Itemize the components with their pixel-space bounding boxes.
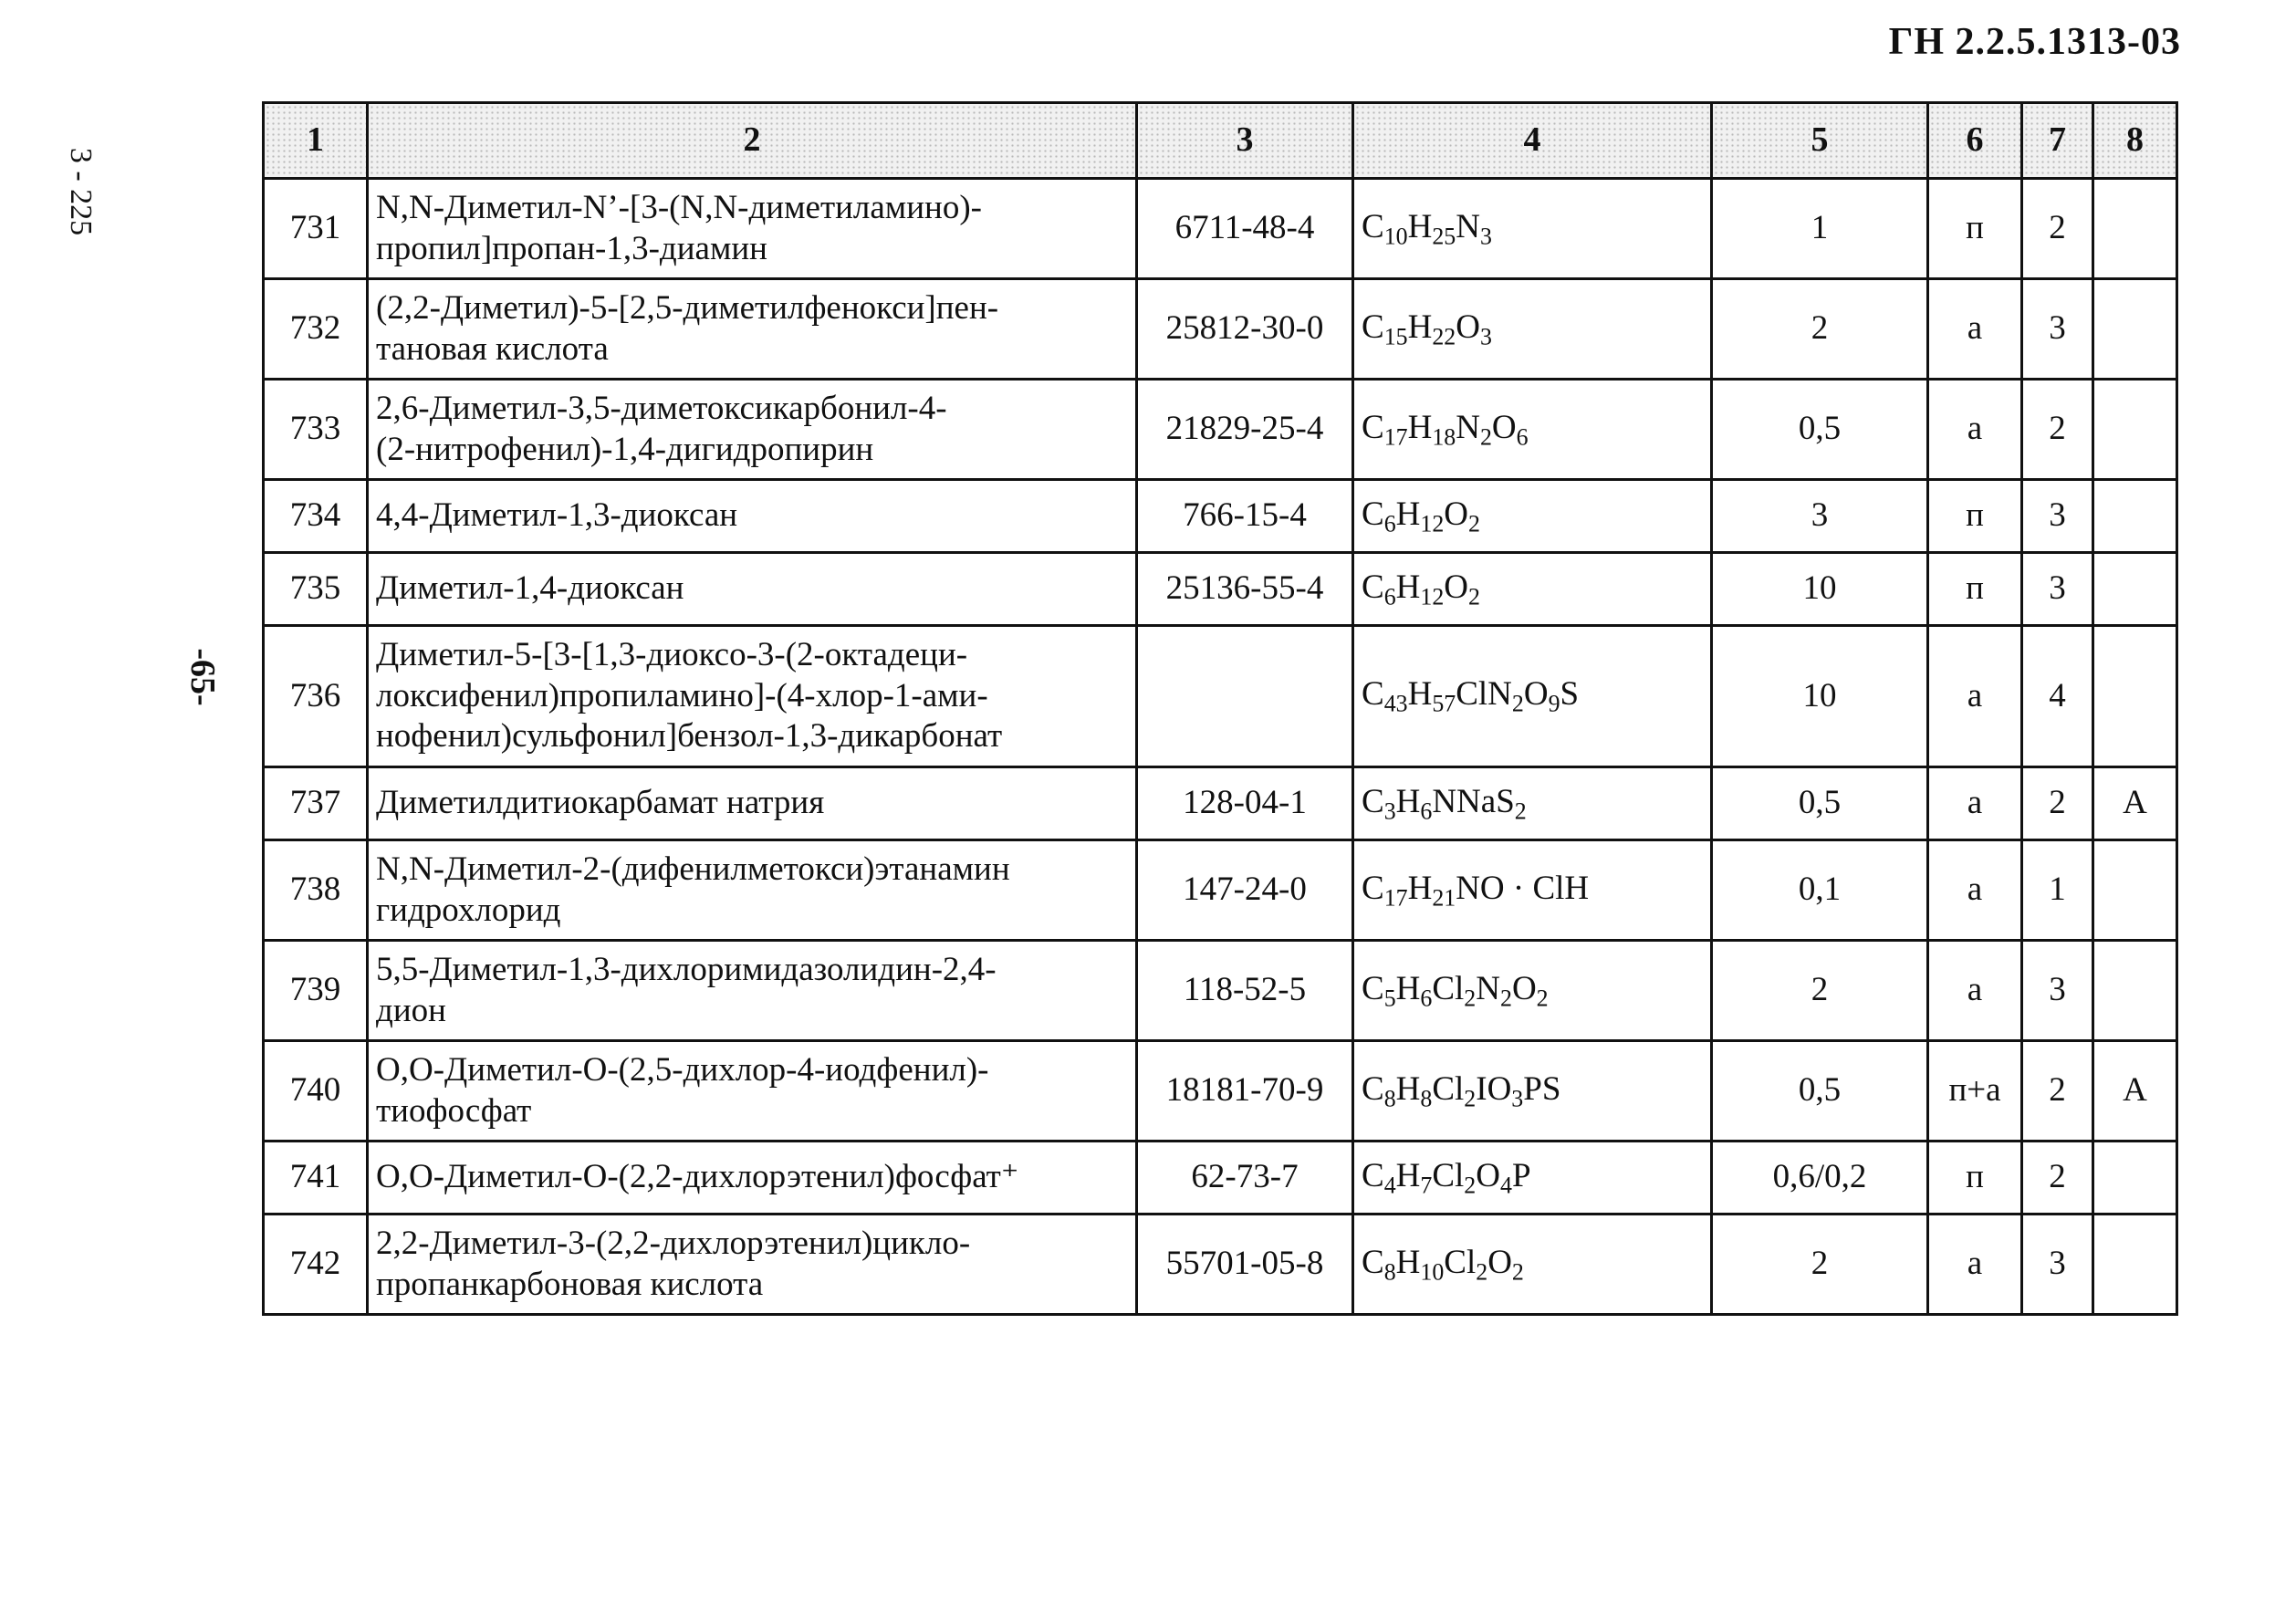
table-row: [264, 380, 2177, 480]
formula-subscript: 2: [1511, 690, 1524, 717]
document-code: ГН 2.2.5.1313-03: [1888, 21, 2181, 63]
formula-subscript: 2: [1464, 1085, 1477, 1112]
limit-value: 10: [1712, 626, 1928, 767]
cas-number: [1137, 626, 1353, 767]
formula-subscript: 2: [1464, 985, 1477, 1012]
formula-subscript: 25: [1432, 223, 1456, 250]
row-number: 738: [264, 840, 368, 941]
substance-name-line: О,О-Диметил-О-(2,5-дихлор-4-иодфенил)-: [376, 1051, 989, 1089]
column-header: 8: [2093, 103, 2177, 179]
hazard-class: 3: [2022, 279, 2093, 380]
substance-name: [368, 767, 1137, 840]
aggregate-state: п: [1928, 1142, 2022, 1215]
substance-name-line: дион: [376, 991, 446, 1029]
note-cell: [2093, 553, 2177, 626]
formula-text: IO: [1476, 1069, 1512, 1108]
hazard-class: 3: [2022, 1215, 2093, 1315]
limit-value: 0,5: [1712, 767, 1928, 840]
chemical-formula: [1353, 767, 1712, 840]
row-number: 734: [264, 480, 368, 553]
table-row: [264, 1041, 2177, 1142]
aggregate-state: а: [1928, 767, 2022, 840]
formula-text: C: [1362, 495, 1384, 533]
formula-text: O: [1444, 495, 1468, 533]
row-number: 742: [264, 1215, 368, 1315]
limit-value: 3: [1712, 480, 1928, 553]
note-cell: [2093, 480, 2177, 553]
formula-subscript: 2: [1511, 1258, 1524, 1286]
formula-text: C: [1362, 675, 1384, 714]
formula-text: C: [1362, 207, 1384, 245]
formula-subscript: 12: [1420, 583, 1445, 610]
cas-number: 6711-48-4: [1137, 179, 1353, 279]
aggregate-state: п: [1928, 480, 2022, 553]
hazard-class: 2: [2022, 1142, 2093, 1215]
cas-number: 128-04-1: [1137, 767, 1353, 840]
formula-subscript: 4: [1383, 1172, 1396, 1199]
header-row: [264, 103, 2177, 179]
substance-name-line: 4,4-Диметил-1,3-диоксан: [376, 496, 738, 535]
chemical-formula: [1353, 626, 1712, 767]
substance-name-line: (2,2-Диметил)-5-[2,5-диметилфенокси]пен-: [376, 289, 999, 328]
chemical-formula: [1353, 1142, 1712, 1215]
note-cell: [2093, 380, 2177, 480]
hazard-class: 1: [2022, 840, 2093, 941]
cas-number: 18181-70-9: [1137, 1041, 1353, 1142]
side-reference: 3 - 225: [64, 147, 98, 236]
chemical-formula: [1353, 179, 1712, 279]
formula-text: O: [1476, 1156, 1500, 1194]
substance-name: [368, 1215, 1137, 1315]
formula-subscript: 2: [1468, 510, 1480, 537]
hazard-class: 3: [2022, 553, 2093, 626]
formula-subscript: 10: [1383, 223, 1408, 250]
cas-number: 147-24-0: [1137, 840, 1353, 941]
hazard-class: 2: [2022, 1041, 2093, 1142]
note-cell: А: [2093, 767, 2177, 840]
formula-text: O: [1523, 675, 1549, 714]
formula-text: O: [1444, 568, 1468, 606]
formula-subscript: 8: [1383, 1085, 1396, 1112]
formula-text: C: [1362, 568, 1384, 606]
table-row: [264, 480, 2177, 553]
substances-table: [262, 101, 2178, 1316]
limit-value: 1: [1712, 179, 1928, 279]
cas-number: 118-52-5: [1137, 941, 1353, 1041]
row-number: 736: [264, 626, 368, 767]
formula-text: O: [1491, 408, 1517, 446]
formula-text: ClN: [1456, 675, 1512, 714]
substance-name: [368, 1041, 1137, 1142]
formula-text: C: [1362, 1069, 1384, 1108]
formula-subscript: 6: [1383, 583, 1396, 610]
substance-name-line: N,N-Диметил-2-(дифенилметокси)этанамин: [376, 850, 1010, 889]
substance-name: [368, 179, 1137, 279]
column-header: 4: [1353, 103, 1712, 179]
note-cell: [2093, 1142, 2177, 1215]
formula-subscript: 6: [1383, 510, 1396, 537]
table-row: [264, 767, 2177, 840]
formula-subscript: 2: [1476, 1258, 1488, 1286]
limit-value: 2: [1712, 1215, 1928, 1315]
formula-subscript: 5: [1383, 985, 1396, 1012]
formula-subscript: 22: [1432, 323, 1456, 350]
page-number: -65-: [183, 648, 222, 706]
formula-subscript: 3: [1383, 798, 1396, 825]
formula-text: H: [1407, 308, 1433, 346]
hazard-class: 3: [2022, 941, 2093, 1041]
limit-value: 2: [1712, 941, 1928, 1041]
column-header: 5: [1712, 103, 1928, 179]
row-number: 739: [264, 941, 368, 1041]
aggregate-state: а: [1928, 840, 2022, 941]
row-number: 731: [264, 179, 368, 279]
limit-value: 0,5: [1712, 380, 1928, 480]
formula-subscript: 2: [1479, 423, 1492, 451]
table-row: [264, 626, 2177, 767]
formula-text: C: [1362, 869, 1384, 907]
limit-value: 0,1: [1712, 840, 1928, 941]
note-cell: [2093, 279, 2177, 380]
table-row: [264, 1142, 2177, 1215]
formula-text: NO · ClH: [1456, 869, 1590, 907]
formula-text: C: [1362, 1243, 1384, 1281]
table-row: [264, 279, 2177, 380]
formula-text: Cl: [1444, 1243, 1477, 1281]
formula-text: NNaS: [1432, 782, 1515, 820]
note-cell: [2093, 626, 2177, 767]
hazard-class: 2: [2022, 380, 2093, 480]
formula-text: C: [1362, 969, 1384, 1007]
formula-text: H: [1407, 869, 1433, 907]
substance-name-line: локсифенил)пропиламино]-(4-хлор-1-ами-: [376, 676, 988, 714]
substance-name-line: нофенил)сульфонил]бензол-1,3-дикарбонат: [376, 717, 1003, 756]
table-body: [264, 179, 2177, 1315]
substance-name-line: тановая кислота: [376, 329, 609, 368]
substance-name-line: Диметил-5-[3-[1,3-диоксо-3-(2-октадеци-: [376, 636, 968, 674]
formula-text: N: [1456, 408, 1480, 446]
chemical-formula: [1353, 553, 1712, 626]
aggregate-state: а: [1928, 279, 2022, 380]
column-header: 1: [264, 103, 368, 179]
formula-text: S: [1560, 675, 1580, 714]
table-row: [264, 1215, 2177, 1315]
note-cell: А: [2093, 1041, 2177, 1142]
formula-text: H: [1395, 969, 1421, 1007]
formula-text: H: [1395, 495, 1421, 533]
formula-subscript: 18: [1432, 423, 1456, 451]
cas-number: 25812-30-0: [1137, 279, 1353, 380]
formula-text: H: [1395, 782, 1421, 820]
formula-subscript: 3: [1479, 223, 1492, 250]
formula-subscript: 12: [1420, 510, 1445, 537]
formula-text: H: [1407, 207, 1433, 245]
column-header: 2: [368, 103, 1137, 179]
limit-value: 10: [1712, 553, 1928, 626]
substance-name-line: Диметилдитиокарбамат натрия: [376, 784, 825, 822]
formula-subscript: 8: [1383, 1258, 1396, 1286]
formula-subscript: 6: [1420, 985, 1433, 1012]
hazard-class: 3: [2022, 480, 2093, 553]
substance-name-line: Диметил-1,4-диоксан: [376, 569, 684, 608]
aggregate-state: а: [1928, 380, 2022, 480]
substance-name: [368, 840, 1137, 941]
formula-subscript: 7: [1420, 1172, 1433, 1199]
formula-text: H: [1407, 408, 1433, 446]
cas-number: 21829-25-4: [1137, 380, 1353, 480]
substance-name-line: тиофосфат: [376, 1091, 532, 1130]
limit-value: 0,5: [1712, 1041, 1928, 1142]
formula-subscript: 2: [1464, 1172, 1477, 1199]
cas-number: 25136-55-4: [1137, 553, 1353, 626]
table-row: [264, 553, 2177, 626]
chemical-formula: [1353, 941, 1712, 1041]
formula-text: N: [1456, 207, 1480, 245]
formula-subscript: 2: [1499, 985, 1512, 1012]
formula-subscript: 15: [1383, 323, 1408, 350]
note-cell: [2093, 1215, 2177, 1315]
substance-name-line: (2-нитрофенил)-1,4-дигидропирин: [376, 430, 874, 468]
formula-text: Cl: [1432, 1069, 1465, 1108]
aggregate-state: п: [1928, 553, 2022, 626]
formula-subscript: 8: [1420, 1085, 1433, 1112]
substance-name-line: О,О-Диметил-О-(2,2-дихлорэтенил)фосфат⁺: [376, 1158, 1019, 1196]
aggregate-state: п: [1928, 179, 2022, 279]
formula-subscript: 43: [1383, 690, 1408, 717]
formula-text: H: [1395, 1243, 1421, 1281]
chemical-formula: [1353, 840, 1712, 941]
aggregate-state: п+а: [1928, 1041, 2022, 1142]
substance-name-line: N,N-Диметил-N’-[3-(N,N-диметиламино)-: [376, 189, 982, 227]
column-header: 7: [2022, 103, 2093, 179]
substance-name: [368, 380, 1137, 480]
formula-subscript: 10: [1420, 1258, 1445, 1286]
formula-text: O: [1511, 969, 1537, 1007]
formula-text: C: [1362, 408, 1384, 446]
cas-number: 62-73-7: [1137, 1142, 1353, 1215]
note-cell: [2093, 179, 2177, 279]
substance-name: [368, 941, 1137, 1041]
substance-name-line: гидрохлорид: [376, 891, 561, 929]
substance-name: [368, 1142, 1137, 1215]
formula-subscript: 3: [1479, 323, 1492, 350]
substance-name-line: пропил]пропан-1,3-диамин: [376, 229, 767, 267]
formula-text: C: [1362, 308, 1384, 346]
formula-subscript: 6: [1516, 423, 1529, 451]
limit-value: 0,6/0,2: [1712, 1142, 1928, 1215]
substance-name: [368, 279, 1137, 380]
formula-text: Cl: [1432, 1156, 1465, 1194]
row-number: 740: [264, 1041, 368, 1142]
table-row: [264, 941, 2177, 1041]
chemical-formula: [1353, 1041, 1712, 1142]
substance-name-line: 2,6-Диметил-3,5-диметоксикарбонил-4-: [376, 390, 947, 428]
formula-subscript: 17: [1383, 884, 1408, 912]
note-cell: [2093, 941, 2177, 1041]
column-header: 6: [1928, 103, 2022, 179]
aggregate-state: а: [1928, 626, 2022, 767]
table-row: [264, 840, 2177, 941]
formula-text: H: [1407, 675, 1433, 714]
formula-text: H: [1395, 568, 1421, 606]
row-number: 732: [264, 279, 368, 380]
hazard-class: 2: [2022, 767, 2093, 840]
column-header: 3: [1137, 103, 1353, 179]
formula-subscript: 17: [1383, 423, 1408, 451]
aggregate-state: а: [1928, 941, 2022, 1041]
chemical-formula: [1353, 1215, 1712, 1315]
formula-subscript: 3: [1511, 1085, 1524, 1112]
row-number: 735: [264, 553, 368, 626]
formula-subscript: 9: [1548, 690, 1560, 717]
row-number: 741: [264, 1142, 368, 1215]
formula-subscript: 2: [1536, 985, 1549, 1012]
hazard-class: 4: [2022, 626, 2093, 767]
formula-text: H: [1395, 1156, 1421, 1194]
substance-name: [368, 553, 1137, 626]
substance-name: [368, 480, 1137, 553]
formula-subscript: 4: [1499, 1172, 1512, 1199]
cas-number: 55701-05-8: [1137, 1215, 1353, 1315]
chemical-formula: [1353, 380, 1712, 480]
substance-name-line: 5,5-Диметил-1,3-дихлоримидазолидин-2,4-: [376, 951, 997, 989]
formula-text: Cl: [1432, 969, 1465, 1007]
formula-subscript: 6: [1420, 798, 1433, 825]
formula-subscript: 2: [1514, 798, 1527, 825]
substance-name-line: 2,2-Диметил-3-(2,2-дихлорэтенил)цикло-: [376, 1225, 971, 1263]
formula-subscript: 2: [1468, 583, 1480, 610]
formula-text: C: [1362, 1156, 1384, 1194]
substance-name-line: пропанкарбоновая кислота: [376, 1265, 764, 1303]
hazard-class: 2: [2022, 179, 2093, 279]
formula-text: O: [1487, 1243, 1512, 1281]
table-row: [264, 179, 2177, 279]
formula-subscript: 21: [1432, 884, 1456, 912]
aggregate-state: а: [1928, 1215, 2022, 1315]
note-cell: [2093, 840, 2177, 941]
formula-text: C: [1362, 782, 1384, 820]
row-number: 733: [264, 380, 368, 480]
formula-text: P: [1511, 1156, 1531, 1194]
chemical-formula: [1353, 279, 1712, 380]
limit-value: 2: [1712, 279, 1928, 380]
cas-number: 766-15-4: [1137, 480, 1353, 553]
formula-text: H: [1395, 1069, 1421, 1108]
formula-subscript: 57: [1432, 690, 1456, 717]
formula-text: N: [1476, 969, 1500, 1007]
substance-name: [368, 626, 1137, 767]
formula-text: O: [1456, 308, 1480, 346]
chemical-formula: [1353, 480, 1712, 553]
formula-text: PS: [1523, 1069, 1561, 1108]
row-number: 737: [264, 767, 368, 840]
